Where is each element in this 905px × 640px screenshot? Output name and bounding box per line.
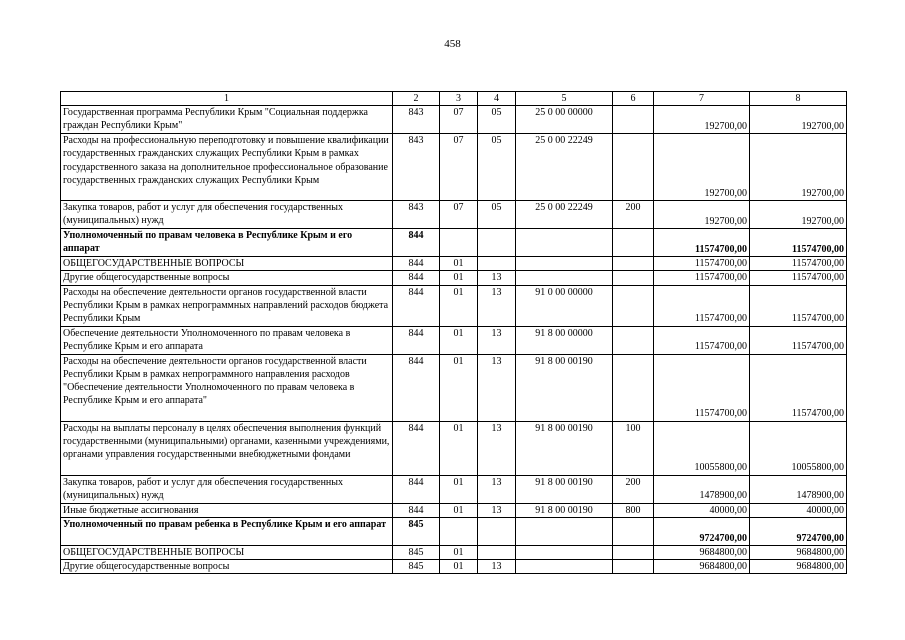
row-name: Другие общегосударственные вопросы [61, 271, 393, 285]
amount-year-1: 11574700,00 [654, 257, 750, 271]
header-row [61, 92, 847, 106]
row-name: Обеспечение деятельности Уполномоченного по правам человека в Республике Крым и его аппарата [61, 326, 393, 354]
table-row [61, 545, 847, 559]
code-target: 91 8 00 00190 [516, 503, 613, 517]
code-subsection: 13 [478, 354, 516, 421]
row-name: Закупка товаров, работ и услуг для обеспечения государственных (муниципальных) нужд [61, 475, 393, 503]
row-name: Расходы на выплаты персоналу в целях обеспечения выполнения функций государственными (муниципальными) органами, казенными учреждениями, органами управления государственными внебюджетными фондами [61, 421, 393, 475]
code-subsection: 13 [478, 475, 516, 503]
table-row [61, 106, 847, 134]
code-target: 91 0 00 00000 [516, 285, 613, 326]
column-header: 8 [750, 92, 847, 106]
code-target: 91 8 00 00000 [516, 326, 613, 354]
code-admin: 845 [393, 560, 440, 574]
code-admin: 844 [393, 229, 440, 257]
code-target [516, 545, 613, 559]
table-row [61, 271, 847, 285]
amount-year-1: 11574700,00 [654, 354, 750, 421]
code-target: 25 0 00 00000 [516, 106, 613, 134]
code-section: 01 [440, 285, 478, 326]
table-row [61, 134, 847, 201]
code-admin: 844 [393, 257, 440, 271]
column-header: 1 [61, 92, 393, 106]
code-expense-type [613, 271, 654, 285]
amount-year-2: 11574700,00 [750, 285, 847, 326]
code-expense-type [613, 134, 654, 201]
code-admin: 844 [393, 503, 440, 517]
amount-year-1: 40000,00 [654, 503, 750, 517]
amount-year-2: 40000,00 [750, 503, 847, 517]
table-body [61, 106, 847, 574]
amount-year-1: 11574700,00 [654, 271, 750, 285]
code-expense-type [613, 545, 654, 559]
table-row [61, 475, 847, 503]
code-admin: 844 [393, 421, 440, 475]
code-admin: 843 [393, 106, 440, 134]
row-name: Государственная программа Республики Крым "Социальная поддержка граждан Республики Крым" [61, 106, 393, 134]
code-subsection [478, 517, 516, 545]
code-subsection [478, 229, 516, 257]
code-section: 01 [440, 271, 478, 285]
code-subsection [478, 257, 516, 271]
code-section [440, 517, 478, 545]
row-name: ОБЩЕГОСУДАРСТВЕННЫЕ ВОПРОСЫ [61, 545, 393, 559]
code-admin: 844 [393, 475, 440, 503]
code-section: 07 [440, 201, 478, 229]
code-target: 91 8 00 00190 [516, 421, 613, 475]
code-section: 01 [440, 421, 478, 475]
code-admin: 843 [393, 201, 440, 229]
row-name: Уполномоченный по правам человека в Республике Крым и его аппарат [61, 229, 393, 257]
amount-year-1: 11574700,00 [654, 326, 750, 354]
code-subsection: 05 [478, 106, 516, 134]
row-name: Иные бюджетные ассигнования [61, 503, 393, 517]
code-section: 01 [440, 475, 478, 503]
code-expense-type: 200 [613, 475, 654, 503]
column-header: 7 [654, 92, 750, 106]
table-row [61, 257, 847, 271]
code-section: 01 [440, 545, 478, 559]
amount-year-2: 9684800,00 [750, 560, 847, 574]
amount-year-2: 10055800,00 [750, 421, 847, 475]
code-subsection: 13 [478, 560, 516, 574]
table-row [61, 229, 847, 257]
code-target [516, 229, 613, 257]
code-expense-type [613, 285, 654, 326]
code-section: 01 [440, 257, 478, 271]
code-target [516, 257, 613, 271]
table-row [61, 354, 847, 421]
amount-year-1: 9724700,00 [654, 517, 750, 545]
amount-year-2: 11574700,00 [750, 257, 847, 271]
row-name: ОБЩЕГОСУДАРСТВЕННЫЕ ВОПРОСЫ [61, 257, 393, 271]
table-row [61, 560, 847, 574]
column-header: 6 [613, 92, 654, 106]
code-section: 01 [440, 560, 478, 574]
code-subsection: 13 [478, 326, 516, 354]
table-row [61, 326, 847, 354]
code-subsection: 13 [478, 285, 516, 326]
code-admin: 844 [393, 354, 440, 421]
code-admin: 844 [393, 326, 440, 354]
code-target [516, 560, 613, 574]
code-target: 91 8 00 00190 [516, 475, 613, 503]
code-target: 91 8 00 00190 [516, 354, 613, 421]
column-header: 2 [393, 92, 440, 106]
code-subsection: 05 [478, 201, 516, 229]
code-section: 01 [440, 326, 478, 354]
code-subsection: 13 [478, 503, 516, 517]
row-name: Расходы на обеспечение деятельности органов государственной власти Республики Крым в рамках непрограммных направлений расходов бюджета Республики Крым [61, 285, 393, 326]
amount-year-1: 192700,00 [654, 134, 750, 201]
amount-year-2: 9724700,00 [750, 517, 847, 545]
table-row [61, 421, 847, 475]
code-expense-type [613, 326, 654, 354]
table-row [61, 503, 847, 517]
code-expense-type [613, 229, 654, 257]
code-target [516, 271, 613, 285]
amount-year-2: 11574700,00 [750, 326, 847, 354]
code-section: 07 [440, 134, 478, 201]
table-row [61, 201, 847, 229]
amount-year-2: 192700,00 [750, 134, 847, 201]
code-subsection: 13 [478, 421, 516, 475]
code-admin: 845 [393, 545, 440, 559]
code-section: 01 [440, 354, 478, 421]
amount-year-1: 192700,00 [654, 201, 750, 229]
column-header: 4 [478, 92, 516, 106]
amount-year-1: 1478900,00 [654, 475, 750, 503]
budget-table [60, 91, 847, 574]
row-name: Другие общегосударственные вопросы [61, 560, 393, 574]
code-admin: 844 [393, 271, 440, 285]
code-subsection: 05 [478, 134, 516, 201]
amount-year-2: 9684800,00 [750, 545, 847, 559]
code-section: 01 [440, 503, 478, 517]
amount-year-2: 192700,00 [750, 106, 847, 134]
row-name: Расходы на профессиональную переподготовку и повышение квалификации государственных гражданских служащих Республики Крым в рамках государственного заказа на дополнительное профессиональное образование государственных гражданских служащих Республики Крым [61, 134, 393, 201]
code-expense-type [613, 560, 654, 574]
page-number: 458 [444, 38, 461, 50]
amount-year-1: 10055800,00 [654, 421, 750, 475]
code-expense-type [613, 517, 654, 545]
column-header: 5 [516, 92, 613, 106]
row-name: Закупка товаров, работ и услуг для обеспечения государственных (муниципальных) нужд [61, 201, 393, 229]
table-row [61, 285, 847, 326]
amount-year-1: 11574700,00 [654, 285, 750, 326]
amount-year-2: 1478900,00 [750, 475, 847, 503]
code-subsection: 13 [478, 271, 516, 285]
code-target [516, 517, 613, 545]
code-expense-type: 100 [613, 421, 654, 475]
amount-year-1: 9684800,00 [654, 560, 750, 574]
code-admin: 844 [393, 285, 440, 326]
amount-year-1: 11574700,00 [654, 229, 750, 257]
code-section [440, 229, 478, 257]
code-section: 07 [440, 106, 478, 134]
code-expense-type [613, 257, 654, 271]
amount-year-1: 9684800,00 [654, 545, 750, 559]
amount-year-2: 11574700,00 [750, 354, 847, 421]
code-expense-type: 800 [613, 503, 654, 517]
table-row [61, 517, 847, 545]
code-expense-type: 200 [613, 201, 654, 229]
amount-year-2: 11574700,00 [750, 229, 847, 257]
code-admin: 843 [393, 134, 440, 201]
code-expense-type [613, 106, 654, 134]
code-admin: 845 [393, 517, 440, 545]
code-target: 25 0 00 22249 [516, 201, 613, 229]
amount-year-2: 192700,00 [750, 201, 847, 229]
row-name: Уполномоченный по правам ребенка в Республике Крым и его аппарат [61, 517, 393, 545]
column-header: 3 [440, 92, 478, 106]
code-target: 25 0 00 22249 [516, 134, 613, 201]
amount-year-2: 11574700,00 [750, 271, 847, 285]
code-subsection [478, 545, 516, 559]
amount-year-1: 192700,00 [654, 106, 750, 134]
code-expense-type [613, 354, 654, 421]
row-name: Расходы на обеспечение деятельности органов государственной власти Республики Крым в рамках непрограммного направления расходов "Обеспечение деятельности Уполномоченного по правам человека в Республике Крым и его аппарата" [61, 354, 393, 421]
